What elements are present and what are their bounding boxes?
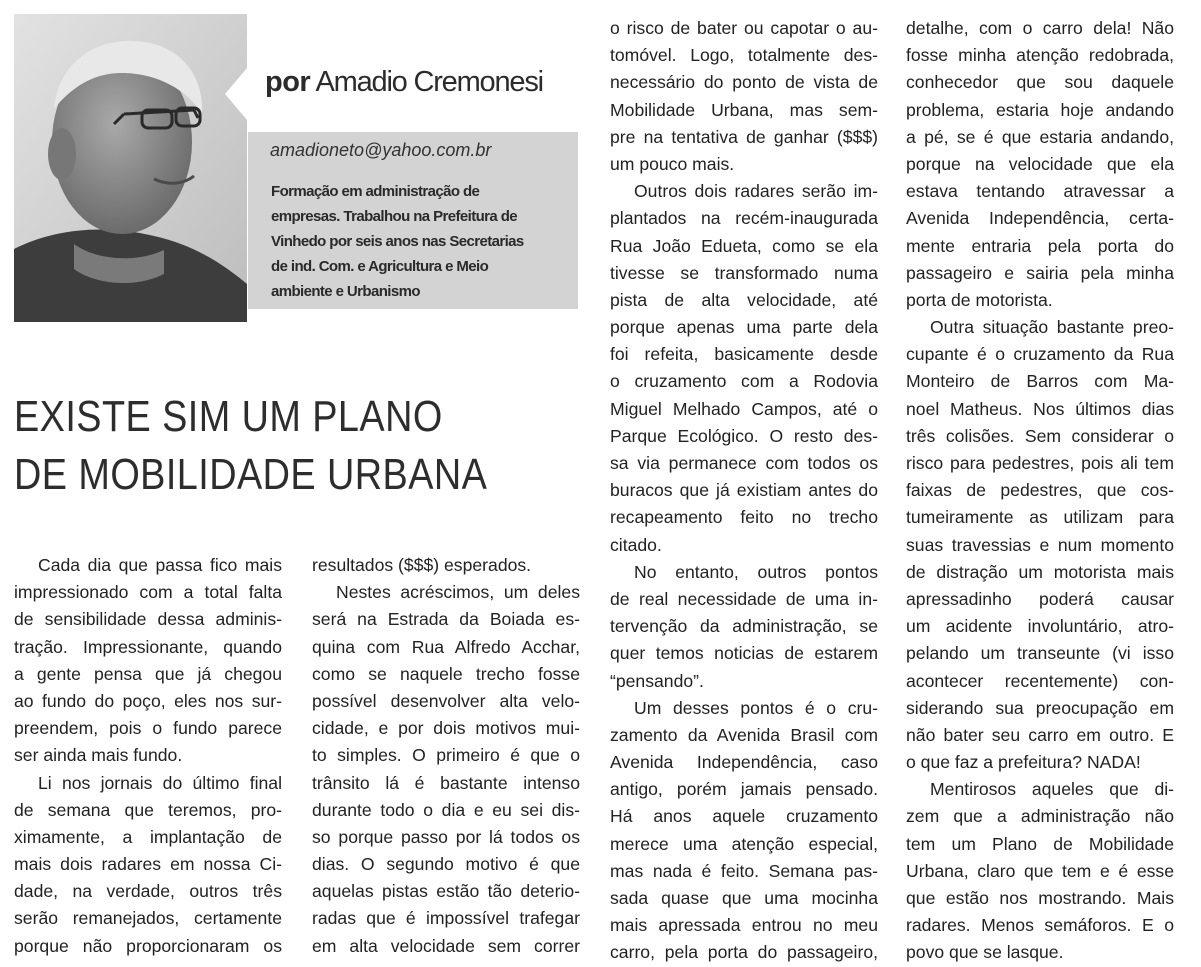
article-text-line: risco para pedestres, pois ali tem	[906, 453, 1174, 473]
author-byline	[265, 66, 543, 99]
article-text-line: Monteiro de Barros com Ma-	[906, 371, 1174, 392]
article-text-line: como se naquele trecho fosse	[312, 663, 580, 684]
article-text-line: antigo, porém jamais pensado.	[610, 779, 878, 800]
article-text-line: não bater seu carro em outro. E	[906, 724, 1174, 745]
article-text-line: quina com Rua Alfredo Acchar,	[312, 636, 580, 657]
byline-prefix: por	[265, 66, 311, 98]
article-text-line: suas travessias e num momento	[906, 534, 1174, 555]
article-text-line: tem um Plano de Mobilidade	[906, 833, 1174, 854]
article-column-2	[312, 552, 580, 960]
article-text-line: faixas de pedestres, que cos-	[906, 480, 1174, 501]
article-text-line: pre na tentativa de ganhar ($$$)	[610, 126, 878, 147]
article-text-line: radares. Menos semáforos. E o	[906, 915, 1174, 936]
article-text-line: No entanto, outros pontos	[634, 561, 878, 582]
article-text-line: merece uma atenção especial,	[610, 833, 878, 854]
article-text-line: radas que é impossível trafegar	[312, 908, 580, 929]
article-text-line: cidade, e por dois motivos mui-	[312, 718, 580, 739]
author-bio	[271, 179, 571, 304]
article-text-line: Outros dois radares serão im-	[634, 181, 878, 202]
article-text-line: ximamente, a implantação de	[14, 826, 282, 847]
article-text-line: sada quase que uma mocinha	[610, 888, 878, 908]
article-text-line: detalhe, com o carro dela! Não	[906, 18, 1174, 38]
bio-line: de ind. Com. e Agricultura e Meio	[271, 258, 489, 275]
article-text-line: mente entraria pela porta do	[906, 235, 1174, 256]
article-text-line: possível desenvolver alta velo-	[312, 690, 580, 711]
article-text-line: porque na velocidade que ela	[906, 153, 1174, 174]
article-headline	[14, 388, 487, 504]
article-text-line: porta de motorista.	[906, 289, 1053, 310]
article-text-line: tivesse se transformado numa	[610, 262, 878, 283]
article-text-line: citado.	[610, 534, 662, 555]
article-text-line: problema, estaria hoje andando	[906, 99, 1174, 120]
bio-line: Formação em administração de	[271, 183, 480, 200]
article-text-line: tumeiramente as utilizam para	[906, 507, 1174, 528]
article-text-line: carro, pela porta do passageiro,	[610, 942, 878, 963]
article-text-line: que estão nos mostrando. Mais	[906, 888, 1174, 908]
article-text-line: Cada dia que passa fico mais	[38, 555, 282, 575]
article-text-line: o cruzamento com a Rodovia	[610, 371, 878, 392]
article-text-line: necessário do ponto de vista de	[610, 72, 878, 93]
article-column-3	[610, 15, 878, 967]
article-text-line: um pouco mais.	[610, 153, 735, 174]
article-text-line: aquelas pistas estão tão deterio-	[312, 881, 580, 902]
author-name: Amadio Cremonesi	[315, 66, 543, 98]
bio-line: Vinhedo por seis anos nas Secretarias	[271, 233, 524, 250]
article-text-line: Rua João Edueta, como se ela	[610, 235, 878, 256]
article-column-1	[14, 552, 282, 960]
bio-line: ambiente e Urbanismo	[271, 283, 420, 300]
article-text-line: ao fundo do poço, eles nos sur-	[14, 690, 282, 711]
article-text-line: quer temos noticias de estarem	[610, 643, 878, 664]
article-text-line: mais dois radares em nossa Ci-	[14, 854, 282, 875]
article-text-line: zem que a administração não	[906, 806, 1174, 827]
article-text-line: Avenida Independência, caso	[610, 752, 878, 773]
article-text-line: de distração um motorista mais	[906, 561, 1174, 582]
article-text-line: conhecedor que sou daquele	[906, 72, 1174, 93]
article-text-line: de semana que teremos, pro-	[14, 799, 282, 820]
article-text-line: sa via permanece com todos os	[610, 453, 878, 473]
article-text-line: dias. O segundo motivo é que	[312, 854, 580, 875]
article-text-line: Nestes acréscimos, um deles	[336, 582, 580, 603]
article-text-line: to simples. O primeiro é que o	[312, 745, 580, 766]
article-text-line: o que faz a prefeitura? NADA!	[906, 752, 1141, 773]
article-text-line: trânsito lá é bastante intenso	[312, 772, 580, 793]
article-text-line: cupante é o cruzamento da Rua	[906, 344, 1174, 365]
article-text-line: Outra situação bastante preo-	[930, 317, 1174, 338]
author-email: amadioneto@yahoo.com.br	[270, 140, 492, 160]
article-text-line: noel Matheus. Nos últimos dias	[906, 398, 1174, 419]
article-text-line: tração. Impressionante, quando	[14, 636, 282, 657]
article-text-line: Li nos jornais do último final	[38, 772, 282, 793]
article-text-line: pista de alta velocidade, até	[610, 289, 878, 310]
article-text-line: três colisões. Sem considerar o	[906, 425, 1174, 446]
article-text-line: Um desses pontos é o cru-	[634, 697, 878, 718]
article-text-line: a pé, se é que estaria andando,	[906, 126, 1174, 147]
article-text-line: Parque Ecológico. O resto des-	[610, 425, 878, 446]
article-text-line: estava tentando atravessar a	[906, 181, 1174, 202]
article-text-line: povo que se lasque.	[906, 942, 1064, 963]
article-text-line: “pensando”.	[610, 670, 704, 691]
article-text-line: serão remanejados, certamente	[14, 908, 282, 929]
article-text-line: tervenção da administração, se	[610, 616, 878, 637]
article-text-line: o risco de bater ou capotar o au-	[610, 18, 878, 38]
article-text-line: Urbana, claro que tem e é esse	[906, 860, 1174, 881]
article-text-line: ser ainda mais fundo.	[14, 745, 183, 766]
article-text-line: pelando um transeunte (vi isso	[906, 643, 1174, 664]
article-text-line: passageiro e sairia pela minha	[906, 262, 1174, 283]
article-text-line: preendem, pois o fundo parece	[14, 718, 282, 739]
article-text-line: mais apressada entrou no meu	[610, 915, 878, 936]
article-text-line: so porque passo por lá todos os	[312, 826, 580, 847]
author-portrait-illustration	[14, 14, 247, 322]
bio-line: empresas. Trabalhou na Prefeitura de	[271, 208, 517, 225]
article-text-line: de real necessidade de uma in-	[610, 588, 878, 609]
article-text-line: Há anos aquele cruzamento	[610, 806, 878, 827]
article-text-line: será na Estrada da Boiada es-	[312, 609, 580, 630]
article-text-line: de sensibilidade dessa adminis-	[14, 609, 282, 630]
headline-line: DE MOBILIDADE URBANA	[14, 450, 488, 499]
article-text-line: um acidente involuntário, atro-	[906, 616, 1174, 637]
article-text-line: acontecer recentemente) con-	[906, 670, 1174, 691]
article-text-line: plantados na recém-inaugurada	[610, 208, 878, 229]
article-text-line: em alta velocidade sem correr	[312, 935, 580, 956]
article-text-line: buracos que já existiam antes do	[610, 480, 878, 501]
article-text-line: dade, na verdade, outros três	[14, 881, 282, 902]
article-text-line: recapeamento feito no trecho	[610, 507, 878, 528]
article-text-line: fosse minha atenção redobrada,	[906, 45, 1174, 66]
article-text-line: durante todo o dia e eu sei dis-	[312, 799, 580, 820]
author-photo	[14, 14, 247, 322]
article-text-line: resultados ($$$) esperados.	[312, 555, 532, 575]
article-text-line: porque apenas uma parte dela	[610, 317, 878, 338]
article-text-line: impressionado com a total falta	[14, 582, 282, 603]
article-text-line: mas nada é feito. Semana pas-	[610, 860, 878, 881]
article-text-line: Avenida Independência, certa-	[906, 208, 1174, 229]
article-text-line: tomóvel. Logo, totalmente des-	[610, 45, 878, 66]
article-column-4	[906, 15, 1174, 967]
article-text-line: zamento da Avenida Brasil com	[610, 724, 878, 745]
article-text-line: siderando sua preocupação em	[906, 697, 1174, 718]
headline-line: EXISTE SIM UM PLANO	[14, 392, 443, 441]
article-text-line: Mentirosos aqueles que di-	[930, 779, 1174, 800]
article-text-line: Miguel Melhado Campos, até o	[610, 398, 878, 419]
photo-corner-notch	[225, 68, 247, 120]
article-text-line: foi refeita, basicamente desde	[610, 344, 878, 365]
article-text-line: porque não proporcionaram os	[14, 935, 282, 956]
article-text-line: apressadinho poderá causar	[906, 588, 1174, 609]
article-text-line: a gente pensa que já chegou	[14, 663, 282, 684]
article-text-line: Mobilidade Urbana, mas sem-	[610, 99, 878, 120]
